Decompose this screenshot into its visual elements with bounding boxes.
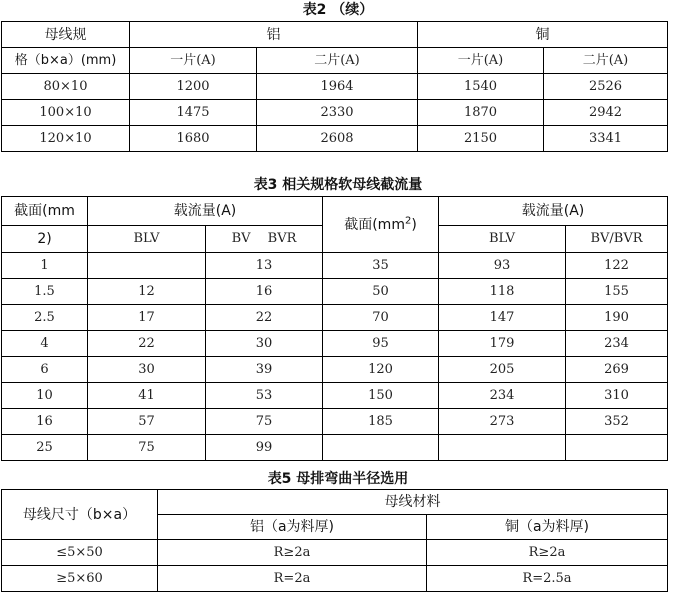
table-cell: 4 (2, 331, 88, 357)
table5-material-header: 母线材料 (158, 490, 668, 515)
table2-caption: 表2 （续） (302, 2, 374, 18)
table-row (2, 279, 668, 305)
table-cell: 205 (439, 357, 566, 383)
table-cell: 41 (88, 383, 206, 409)
table-cell: 22 (206, 305, 323, 331)
table-cell: 179 (439, 331, 566, 357)
table-row (2, 409, 668, 435)
table-cell (566, 435, 668, 461)
table-cell: 6 (2, 357, 88, 383)
table-cell: 1680 (130, 126, 257, 152)
table-cell: 147 (439, 305, 566, 331)
table-cell (439, 435, 566, 461)
table-row (2, 331, 668, 357)
table-cell: 120×10 (2, 126, 130, 152)
table-row (2, 435, 668, 461)
table-cell: R≥2a (158, 540, 427, 566)
table3-col-bv-bvr: BV BVR (206, 226, 323, 253)
table-cell: 1200 (130, 74, 257, 100)
table-cell: 17 (88, 305, 206, 331)
table-cell: 99 (206, 435, 323, 461)
table-row (2, 566, 668, 592)
table-cell: 10 (2, 383, 88, 409)
table-cell: 16 (2, 409, 88, 435)
table2-al-one: 一片(A) (130, 48, 257, 74)
table-cell: 273 (439, 409, 566, 435)
table-cell: 16 (206, 279, 323, 305)
table-cell: 53 (206, 383, 323, 409)
table-cell: 70 (323, 305, 439, 331)
table-cell: 13 (206, 253, 323, 279)
table-row (2, 253, 668, 279)
table-cell: 155 (566, 279, 668, 305)
table-cell: 2.5 (2, 305, 88, 331)
table-cell: 75 (88, 435, 206, 461)
table2-spec-header-1: 母线规 (2, 22, 130, 48)
table-cell: ≤5×50 (2, 540, 158, 566)
table-cell: 100×10 (2, 100, 130, 126)
table-cell: 1540 (418, 74, 544, 100)
table-cell: 352 (566, 409, 668, 435)
table-cell: 269 (566, 357, 668, 383)
table-cell: 3341 (544, 126, 668, 152)
table2-cu-one: 一片(A) (418, 48, 544, 74)
table-row (2, 126, 668, 152)
table2 (1, 21, 668, 152)
table2-group-cu: 铜 (418, 22, 668, 48)
table-cell: 120 (323, 357, 439, 383)
table5-cu-header: 铜（a为料厚) (427, 515, 668, 540)
table3-section-header-1: 截面(mm (2, 197, 88, 226)
table-cell: R=2a (158, 566, 427, 592)
table-row (2, 357, 668, 383)
table-row (2, 305, 668, 331)
table-cell: 39 (206, 357, 323, 383)
table-cell: 150 (323, 383, 439, 409)
table-cell: R≥2a (427, 540, 668, 566)
table2-al-two: 二片(A) (257, 48, 418, 74)
table-cell: 25 (2, 435, 88, 461)
table3-col-blv-right: BLV (439, 226, 566, 253)
table-cell (88, 253, 206, 279)
table3-current-header-right: 载流量(A) (439, 197, 668, 226)
table3-col-bv-bvr-right: BV/BVR (566, 226, 668, 253)
table5-caption: 表5 母排弯曲半径选用 (267, 471, 409, 487)
table-row (2, 540, 668, 566)
table-cell: 80×10 (2, 74, 130, 100)
table-cell: 2608 (257, 126, 418, 152)
table2-cu-two: 二片(A) (544, 48, 668, 74)
table-cell: ≥5×60 (2, 566, 158, 592)
table-cell: R=2.5a (427, 566, 668, 592)
table-cell: 1870 (418, 100, 544, 126)
table-cell: 2330 (257, 100, 418, 126)
table-cell: 185 (323, 409, 439, 435)
table-cell: 310 (566, 383, 668, 409)
table2-spec-header-2: 格（b×a）(mm) (2, 48, 130, 74)
table-cell: 234 (439, 383, 566, 409)
table5 (1, 489, 668, 592)
table3-caption: 表3 相关规格软母线截流量 (253, 177, 423, 193)
table3-section-header-2: 2) (2, 226, 88, 253)
table-cell: 1475 (130, 100, 257, 126)
table-cell: 75 (206, 409, 323, 435)
table-cell: 30 (206, 331, 323, 357)
table-cell: 122 (566, 253, 668, 279)
table-cell: 22 (88, 331, 206, 357)
table-cell: 35 (323, 253, 439, 279)
table-cell (323, 435, 439, 461)
table-cell: 93 (439, 253, 566, 279)
table3-current-header-left: 载流量(A) (88, 197, 323, 226)
table-cell: 1 (2, 253, 88, 279)
table-cell: 2942 (544, 100, 668, 126)
table-cell: 30 (88, 357, 206, 383)
table-cell: 234 (566, 331, 668, 357)
table-row (2, 100, 668, 126)
table-cell: 12 (88, 279, 206, 305)
table3-section-header-right: 截面$(mm^2)$ (323, 197, 439, 253)
table-cell: 190 (566, 305, 668, 331)
table-cell: 2150 (418, 126, 544, 152)
table-cell: 1964 (257, 74, 418, 100)
table-row (2, 383, 668, 409)
table2-group-al: 铝 (130, 22, 418, 48)
table3 (1, 196, 668, 461)
table5-size-header: 母线尺寸（b×a） (2, 490, 158, 540)
table5-al-header: 铝（a为料厚) (158, 515, 427, 540)
table-cell: 2526 (544, 74, 668, 100)
table-cell: 95 (323, 331, 439, 357)
table-cell: 118 (439, 279, 566, 305)
table3-col-blv: BLV (88, 226, 206, 253)
table-cell: 57 (88, 409, 206, 435)
table-cell: 50 (323, 279, 439, 305)
table-cell: 1.5 (2, 279, 88, 305)
table-row (2, 74, 668, 100)
